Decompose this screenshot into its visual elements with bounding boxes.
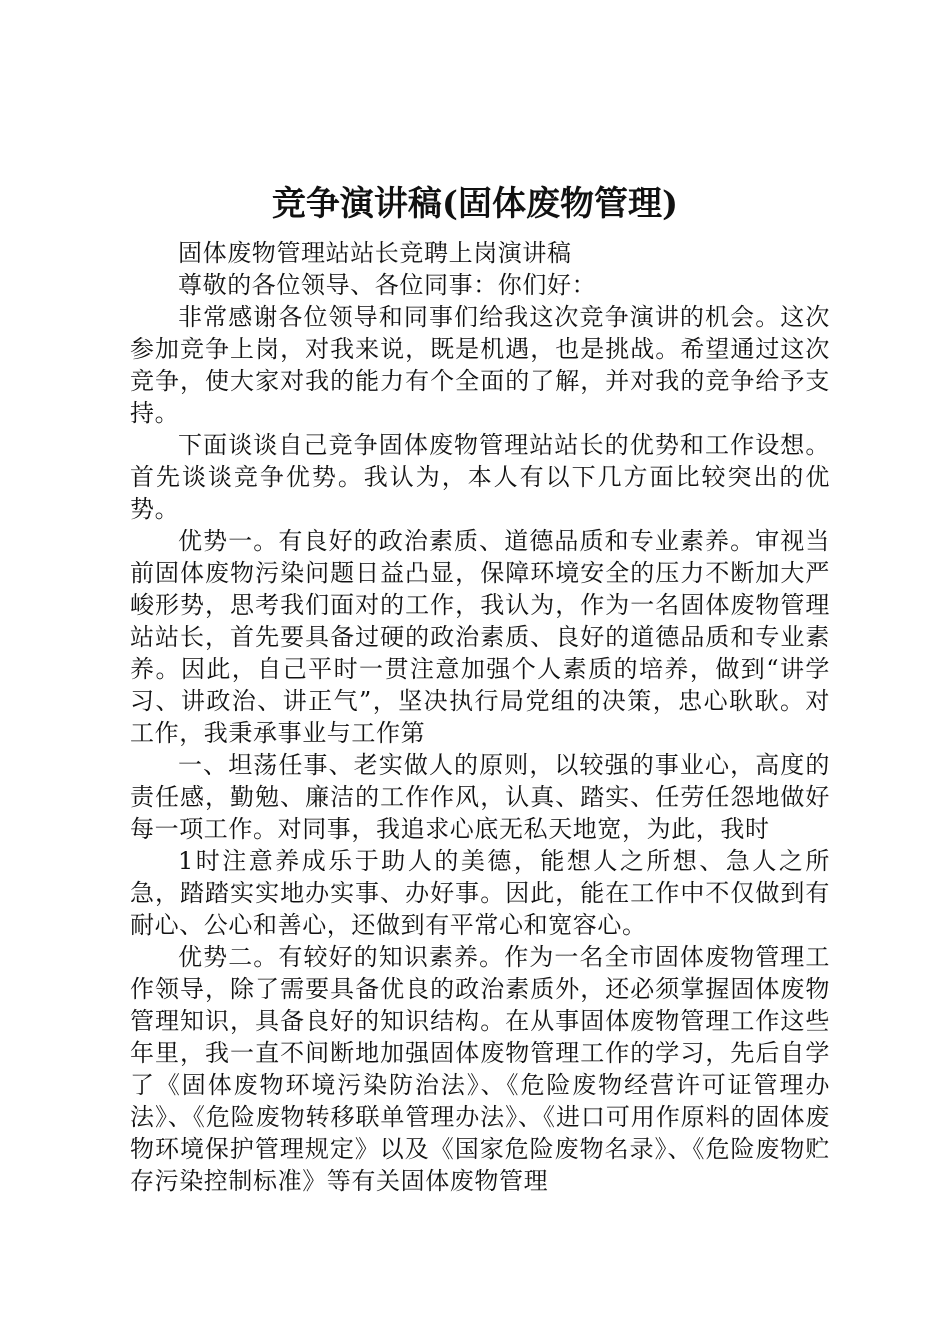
paragraph-greeting: 尊敬的各位领导、各位同事：你们好： — [178, 271, 597, 299]
paragraph-thanks: 非常感谢各位领导和同事们给我这次竞争演讲的机会。这次参加竞争上岗，对我来说，既是机遇，也是挑战。希望通过这次竞争，使大家对我的能力有个全面的了解，并对我的竞争给予支持。 — [130, 303, 830, 427]
paragraph-virtue: 1时注意养成乐于助人的美德，能想人之所想、急人之所急，踏踏实实地办实事、办好事。因此，能在工作中不仅做到有耐心、公心和善心，还做到有平常心和宽容心。 — [130, 847, 830, 939]
document-title: 竞争演讲稿(固体废物管理) — [271, 184, 679, 224]
paragraph-principle: 一、坦荡任事、老实做人的原则，以较强的事业心，高度的责任感，勤勉、廉洁的工作作风，认真、踏实、任劳任怨地做好每一项工作。对同事，我追求心底无私天地宽，为此，我时 — [130, 751, 830, 843]
paragraph-intro: 下面谈谈自己竞争固体废物管理站站长的优势和工作设想。首先谈谈竞争优势。我认为，本人有以下几方面比较突出的优势。 — [130, 431, 830, 523]
paragraph-advantage-one: 优势一。有良好的政治素质、道德品质和专业素养。审视当前固体废物污染问题日益凸显，保障环境安全的压力不断加大严峻形势，思考我们面对的工作，我认为，作为一名固体废物管理站站长，首先要具备过硬的政治素质、良好的道德品质和专业素养。因此，自己平时一贯注意加强个人素质的培养，做到“讲学习、讲政治、讲正气”，坚决执行局党组的决策，忠心耿耿。对工作，我秉承事业与工作第 — [130, 527, 830, 747]
paragraph-advantage-two: 优势二。有较好的知识素养。作为一名全市固体废物管理工作领导，除了需要具备优良的政治素质外，还必须掌握固体废物管理知识，具备良好的知识结构。在从事固体废物管理工作这些年里，我一直不间断地加强固体废物管理工作的学习，先后自学了《固体废物环境污染防治法》、《危险废物经营许可证管理办法》、《危险废物转移联单管理办法》、《进口可用作原料的固体废物环境保护管理规定》以及《国家危险废物名录》、《危险废物贮存污染控制标准》等有关固体废物管理 — [130, 943, 830, 1195]
document-body — [130, 237, 830, 1197]
paragraph-subtitle: 固体废物管理站站长竞聘上岗演讲稿 — [178, 239, 572, 267]
